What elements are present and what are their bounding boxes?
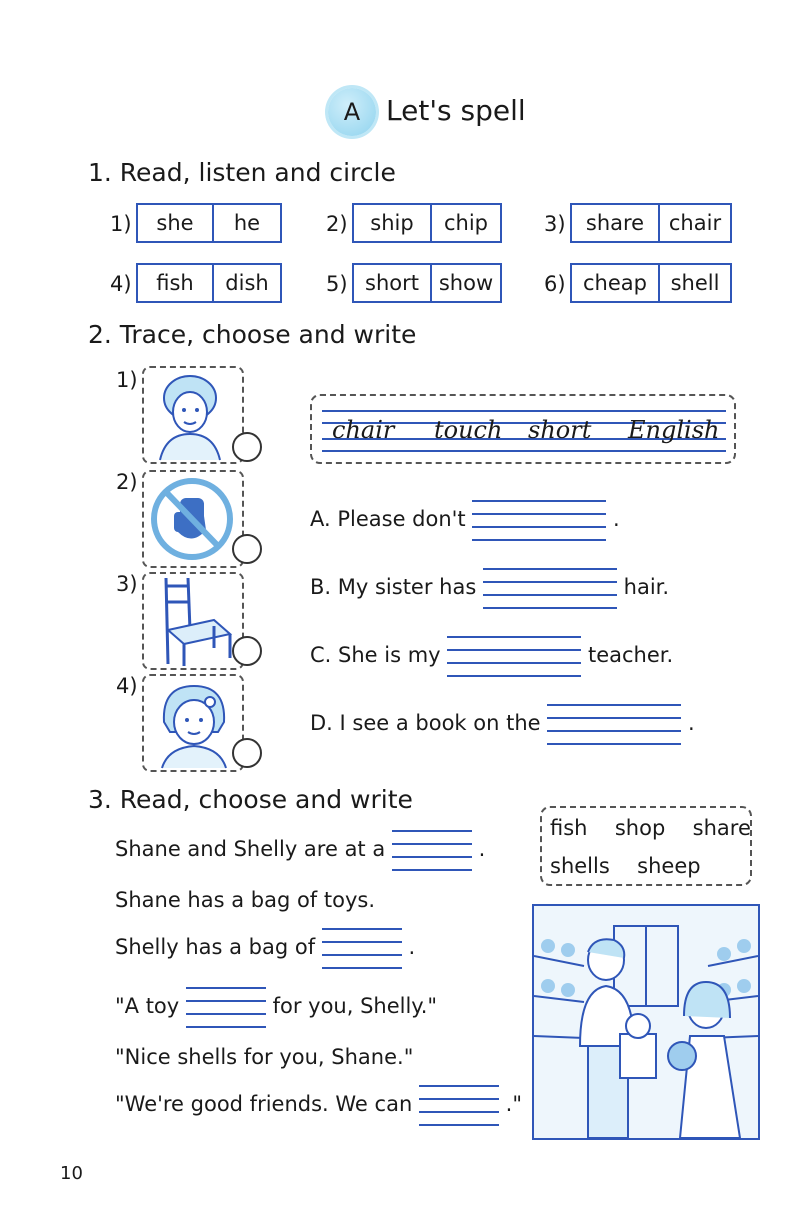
bank-word: shells bbox=[550, 854, 610, 878]
answer-blank[interactable] bbox=[547, 704, 681, 744]
story-line: "A toy for you, Shelly." bbox=[115, 987, 437, 1027]
word-pair bbox=[352, 203, 502, 243]
item-number: 2) bbox=[116, 470, 138, 494]
girl-short-hair-icon bbox=[142, 674, 244, 772]
answer-blank[interactable] bbox=[392, 830, 472, 870]
answer-circle[interactable] bbox=[232, 636, 262, 666]
story-line: Shane and Shelly are at a . bbox=[115, 830, 485, 870]
page-title: Let's spell bbox=[386, 94, 526, 127]
answer-blank[interactable] bbox=[322, 928, 402, 968]
word-choice[interactable]: she bbox=[156, 211, 194, 235]
answer-blank[interactable] bbox=[419, 1085, 499, 1125]
word-choice[interactable]: chip bbox=[430, 205, 500, 241]
page-number: 10 bbox=[60, 1163, 83, 1184]
word-pair bbox=[352, 263, 502, 303]
item-number: 1) bbox=[110, 212, 132, 236]
item-number: 4) bbox=[116, 674, 138, 698]
trace-word: touch bbox=[434, 416, 503, 444]
teacher-portrait-icon bbox=[142, 366, 244, 464]
answer-blank[interactable] bbox=[472, 500, 606, 540]
sentence-c: C. She is my teacher. bbox=[310, 636, 673, 676]
bank-word: sheep bbox=[637, 854, 701, 878]
sentence-a: A. Please don't . bbox=[310, 500, 620, 540]
answer-blank[interactable] bbox=[447, 636, 581, 676]
word-pair bbox=[570, 203, 732, 243]
bank-word: share bbox=[692, 816, 751, 840]
word-choice[interactable]: share bbox=[585, 211, 645, 235]
word-choice[interactable]: short bbox=[365, 271, 419, 295]
trace-word: chair bbox=[332, 416, 395, 444]
story-line: "Nice shells for you, Shane." bbox=[115, 1045, 414, 1069]
section-badge: A bbox=[328, 88, 376, 136]
story-line: "We're good friends. We can ." bbox=[115, 1085, 522, 1125]
bank-word: fish bbox=[550, 816, 588, 840]
word-choice[interactable]: cheap bbox=[583, 271, 647, 295]
word-choice[interactable]: chair bbox=[658, 205, 730, 241]
chair-icon bbox=[142, 572, 244, 670]
item-number: 3) bbox=[544, 212, 566, 236]
story-line: Shane has a bag of toys. bbox=[115, 888, 375, 912]
word-choice[interactable]: fish bbox=[156, 271, 194, 295]
item-number: 1) bbox=[116, 368, 138, 392]
story-line: Shelly has a bag of . bbox=[115, 928, 415, 968]
word-choice[interactable]: show bbox=[430, 265, 500, 301]
trace-word-bank bbox=[310, 394, 736, 464]
word-pair bbox=[570, 263, 732, 303]
item-number: 5) bbox=[326, 272, 348, 296]
item-number: 6) bbox=[544, 272, 566, 296]
answer-circle[interactable] bbox=[232, 534, 262, 564]
section3-title: 3. Read, choose and write bbox=[88, 785, 413, 814]
word-bank bbox=[540, 806, 752, 886]
answer-circle[interactable] bbox=[232, 432, 262, 462]
answer-circle[interactable] bbox=[232, 738, 262, 768]
word-bank-row bbox=[550, 816, 751, 840]
no-touch-sign-icon bbox=[142, 470, 244, 568]
sentence-b: B. My sister has hair. bbox=[310, 568, 669, 608]
shop-scene-icon bbox=[532, 904, 760, 1140]
section2-title: 2. Trace, choose and write bbox=[88, 320, 417, 349]
answer-blank[interactable] bbox=[483, 568, 617, 608]
word-choice[interactable]: shell bbox=[658, 265, 730, 301]
word-pair bbox=[136, 263, 282, 303]
sentence-d: D. I see a book on the . bbox=[310, 704, 695, 744]
word-bank-row bbox=[550, 854, 701, 878]
word-choice[interactable]: ship bbox=[370, 211, 414, 235]
answer-blank[interactable] bbox=[186, 987, 266, 1027]
word-choice[interactable]: dish bbox=[212, 265, 280, 301]
word-pair bbox=[136, 203, 282, 243]
item-number: 4) bbox=[110, 272, 132, 296]
item-number: 2) bbox=[326, 212, 348, 236]
trace-word: short bbox=[528, 416, 592, 444]
item-number: 3) bbox=[116, 572, 138, 596]
bank-word: shop bbox=[614, 816, 666, 840]
word-choice[interactable]: he bbox=[212, 205, 280, 241]
trace-word: English bbox=[628, 416, 720, 444]
section1-title: 1. Read, listen and circle bbox=[88, 158, 396, 187]
